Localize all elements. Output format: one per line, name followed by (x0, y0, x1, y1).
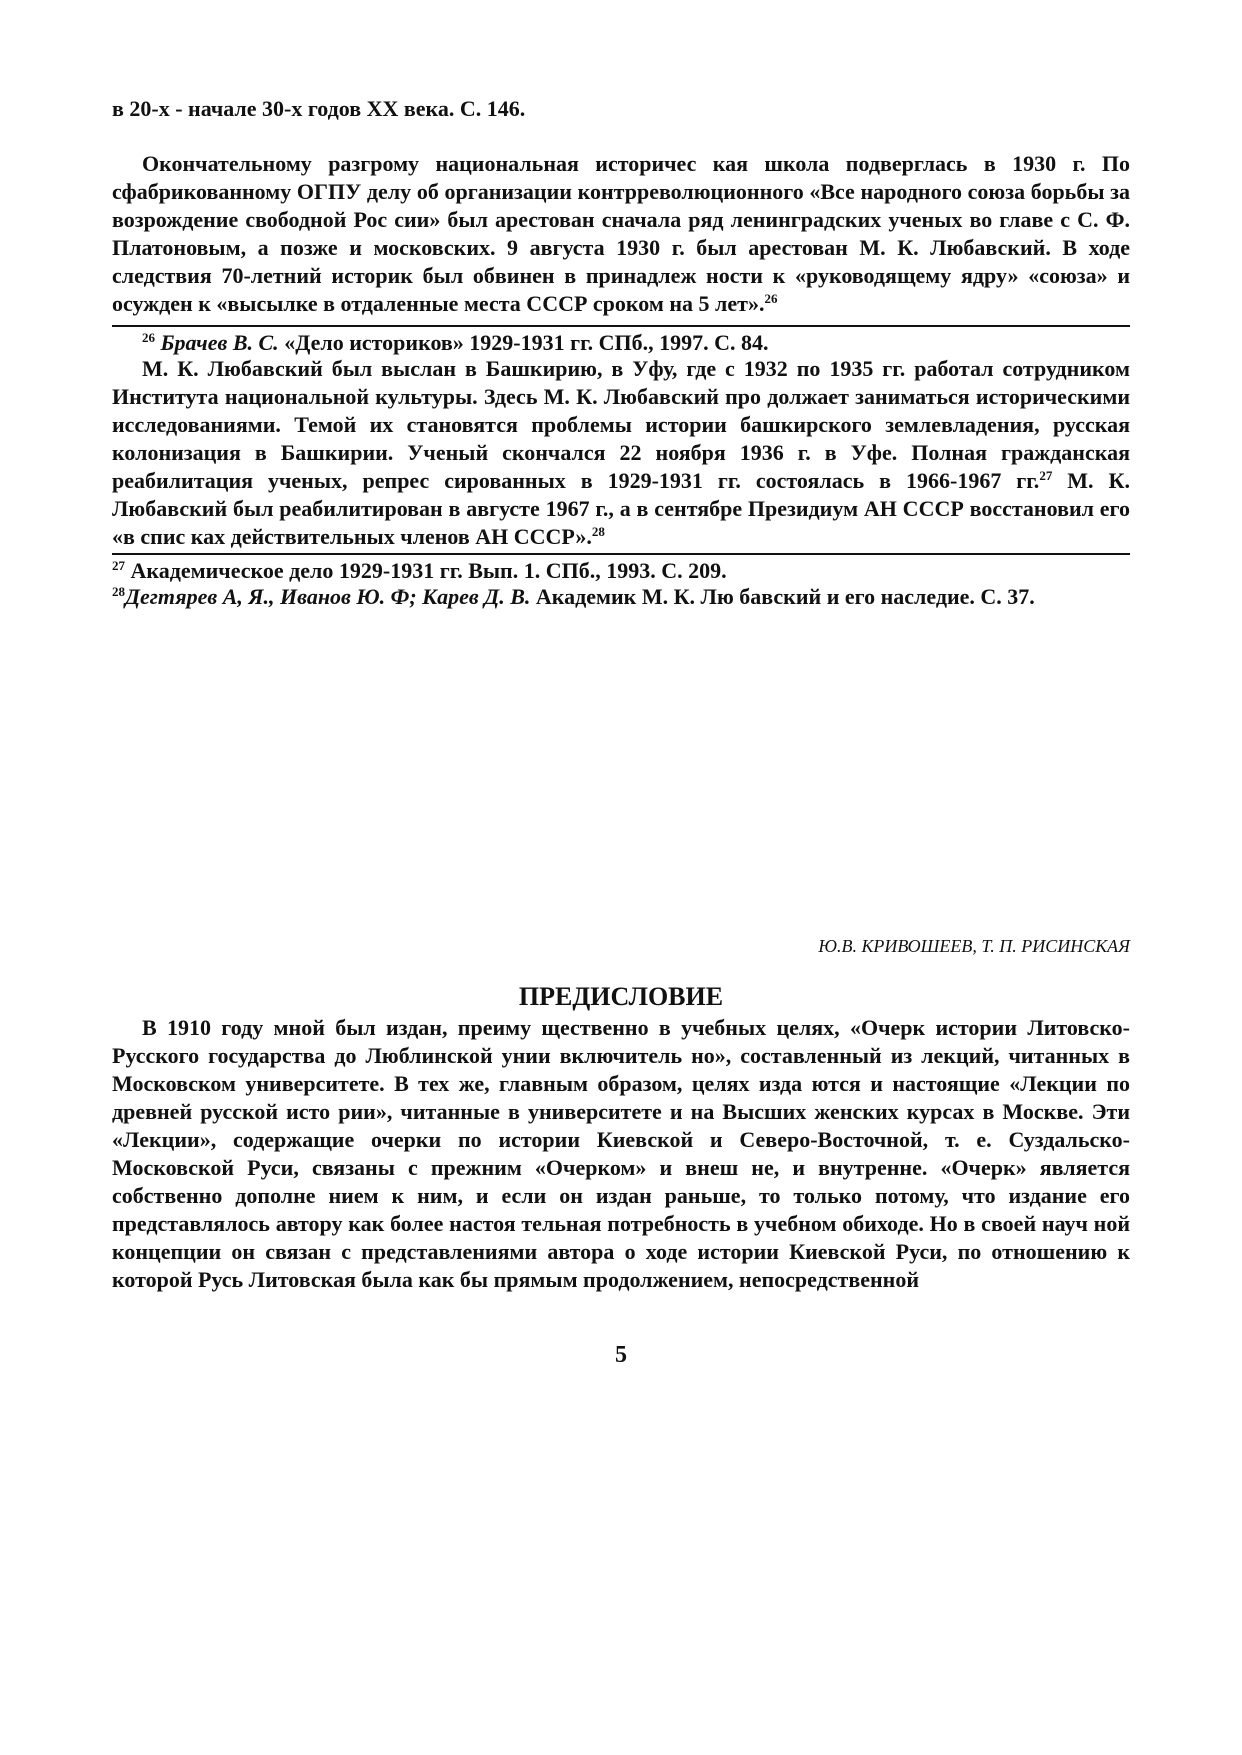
previous-footnote-continuation: в 20-х - начале 30-х годов XX века. С. 146. (112, 96, 526, 121)
footnote-26 (112, 329, 1130, 357)
footnote-27 (112, 557, 1130, 585)
paragraph-exile (112, 355, 1130, 551)
page-number: 5 (615, 1342, 627, 1368)
footnote-28-text: Академик М. К. Лю бавский и его наследие. С. 37. (535, 584, 1035, 609)
footnote-27-number: 27 (112, 558, 125, 573)
footnote-28-number: 28 (112, 584, 125, 599)
footnote-28 (112, 583, 1130, 611)
author-line: Ю.В. КРИВОШЕЕВ, Т. П. РИСИНСКАЯ (818, 936, 1130, 956)
footnote-28-authors: Дегтярев А, Я., Иванов Ю. Ф; Карев Д. В. (125, 584, 531, 609)
paragraph-exile-text-b: М. К. Любавский был реабилитирован в августе 1967 г., а в сентябре Президиум АН СССР восстановил его «в спис ках действительных членов АН СССР». (112, 468, 1130, 549)
footnote-ref-27: 27 (1039, 468, 1053, 483)
footnote-27-text: Академическое дело 1929-1931 гг. Вып. 1. СПб., 1993. С. 209. (130, 558, 727, 583)
footnote-separator (112, 325, 1130, 327)
footnote-ref-26: 26 (764, 291, 778, 306)
footnote-separator (112, 553, 1130, 555)
footnote-26-text: «Дело историков» 1929-1931 гг. СПб., 1997. С. 84. (284, 330, 769, 355)
paragraph-exile-text-a: М. К. Любавский был выслан в Башкирию, в Уфу, где с 1932 по 1935 гг. работал сотрудником Института национальной культуры. Здесь М. К. Любавский про должает заниматься историческими исследованиями. Темой их становятся проблемы истории башкирского землевладения, русская колонизация в Башкирии. Ученый скончался 22 ноября 1936 г. в Уфе. Полная гражданская реабилитация ученых, репрес сированных в 1929-1931 гг. состоялась в 1966-1967 гг. (112, 356, 1130, 493)
paragraph-arrest-text: Окончательному разгрому национальная историчес кая школа подверглась в 1930 г. По сфабрикованному ОГПУ делу об организации контрреволюционного «Все народного союза борьбы за возрождение свободной Рос сии» был арестован сначала ряд ленинградских ученых во главе с С. Ф. Платоновым, а позже и московских. 9 августа 1930 г. был арестован М. К. Любавский. В ходе следствия 70-летний историк был обвинен в принадлеж ности к «руководящему ядру» «союза» и осужден к «высылке в отдаленные места СССР сроком на 5 лет». (112, 151, 1130, 316)
preface-paragraph: В 1910 году мной был издан, преиму щественно в учебных целях, «Очерк истории Литовско-Русского государства до Люблинской унии включитель но», составленный из лекций, читанных в Московском университете. В тех же, главным образом, целях изда ются и настоящие «Лекции по древней русской исто рии», читанные в университете и на Высших женских курсах в Москве. Эти «Лекции», содержащие очерки по истории Киевской и Северо-Восточной, т. е. Суздальско-Московской Руси, связаны с прежним «Очерком» и внеш не, и внутренне. «Очерк» является собственно дополне нием к ним, и если он издан раньше, то только потому, что издание его представлялось автору как более настоя тельная потребность в учебном обиходе. Но в своей науч ной концепции он связан с представлениями автора о ходе истории Киевской Руси, по отношению к которой Русь Литовская была как бы прямым продолжением, непосредственной (112, 1015, 1130, 1292)
footnote-26-authors: Брачев В. С. (160, 330, 279, 355)
section-title: ПРЕДИСЛОВИЕ (518, 982, 724, 1011)
footnote-26-number: 26 (142, 330, 155, 345)
footnote-ref-28: 28 (591, 524, 605, 539)
paragraph-arrest (112, 150, 1130, 318)
